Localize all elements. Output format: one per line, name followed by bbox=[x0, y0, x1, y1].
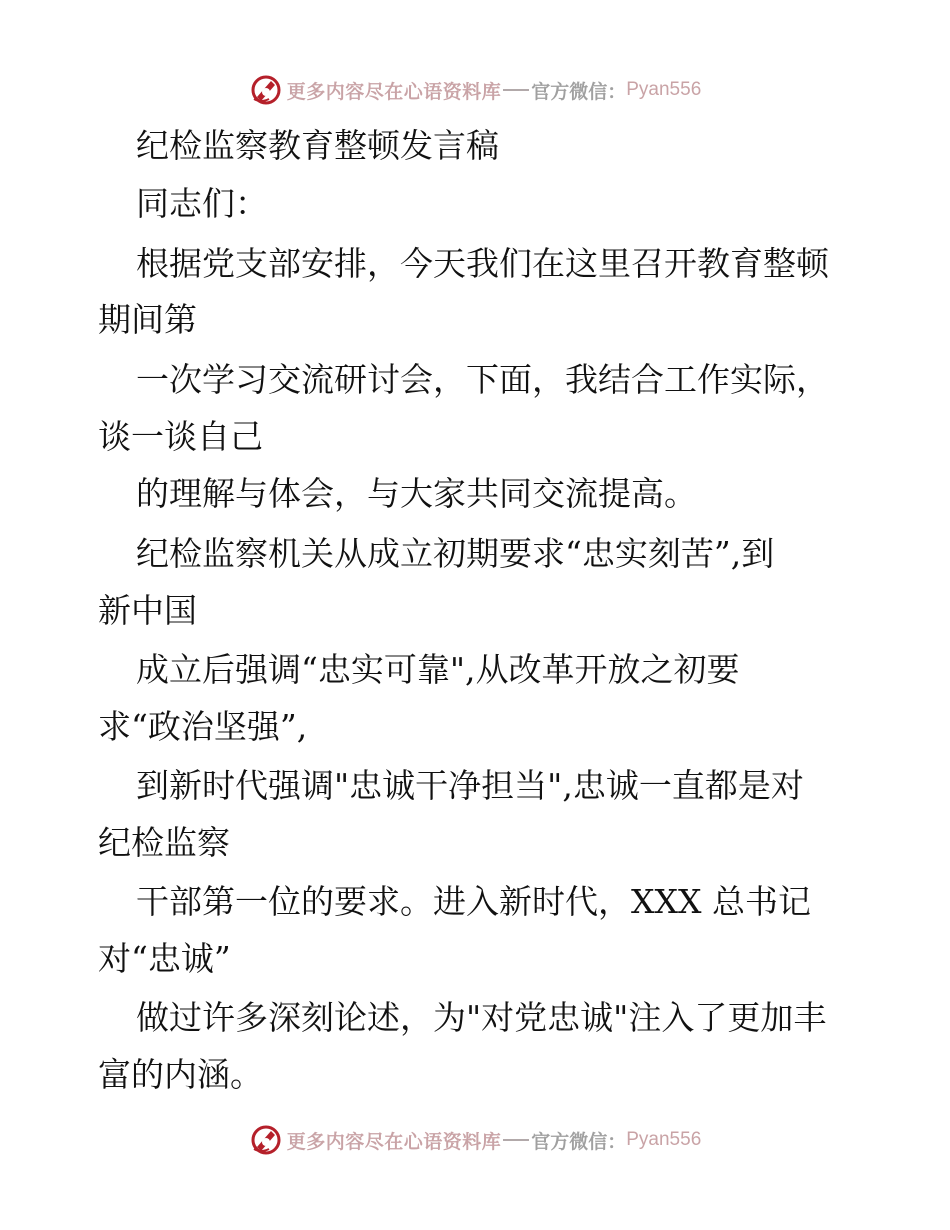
text-line: 纪检监察机关从成立初期要求“忠实刻苦”,到 bbox=[136, 534, 775, 573]
text-line: 到新时代强调"忠诚干净担当",忠诚一直都是对 bbox=[136, 766, 804, 805]
footer-brand-text: 更多内容尽在心语资料库 bbox=[286, 1130, 502, 1153]
text-line: 期间第 bbox=[98, 300, 197, 339]
brand-logo-icon bbox=[249, 73, 283, 107]
text-line: 做过许多深刻论述，为"对党忠诚"注入了更加丰 bbox=[136, 998, 827, 1037]
document-title: 纪检监察教育整顿发言稿 bbox=[136, 126, 499, 165]
header-wechat-label: 官方微信： bbox=[531, 80, 627, 103]
footer-dash bbox=[503, 1139, 529, 1141]
text-line: 干部第一位的要求。进入新时代，XXX 总书记 bbox=[136, 882, 811, 921]
text-line: 谈一谈自己 bbox=[98, 417, 263, 456]
text-line: 富的内涵。 bbox=[98, 1055, 263, 1094]
text-line: 成立后强调“忠实可靠",从改革开放之初要 bbox=[136, 650, 740, 689]
header-brand-text: 更多内容尽在心语资料库 bbox=[286, 80, 502, 103]
footer-wechat-id: Pyan556 bbox=[626, 1129, 702, 1150]
text-line: 的理解与体会，与大家共同交流提高。 bbox=[136, 474, 697, 513]
text-line: 纪检监察 bbox=[98, 823, 230, 862]
text-line: 根据党支部安排，今天我们在这里召开教育整顿 bbox=[136, 244, 829, 283]
header-wechat-id: Pyan556 bbox=[626, 79, 702, 100]
footer-watermark bbox=[0, 1120, 950, 1160]
footer-wechat-label: 官方微信： bbox=[531, 1130, 627, 1153]
text-line: 同志们： bbox=[136, 184, 268, 223]
brand-logo-icon bbox=[249, 1123, 283, 1157]
text-line: 求“政治坚强”, bbox=[98, 707, 308, 746]
text-line: 一次学习交流研讨会，下面，我结合工作实际， bbox=[136, 360, 829, 399]
header-watermark bbox=[0, 70, 950, 110]
text-line: 对“忠诚” bbox=[98, 939, 231, 978]
header-dash bbox=[503, 89, 529, 91]
text-line: 新中国 bbox=[98, 591, 197, 630]
